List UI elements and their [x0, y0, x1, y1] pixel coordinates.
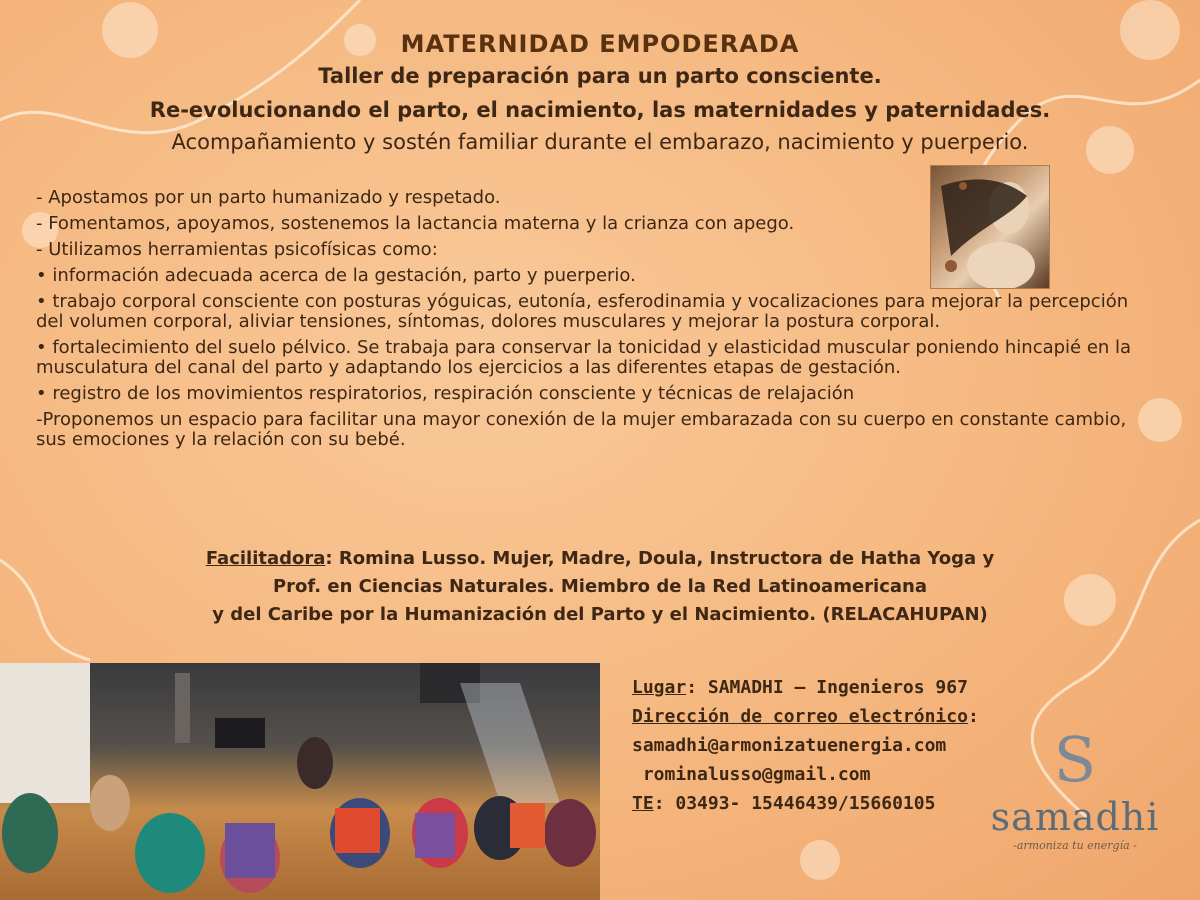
- samadhi-logo: [955, 725, 1195, 895]
- contact-info: [632, 673, 979, 818]
- phone-line: [632, 789, 979, 818]
- place-line: [632, 673, 979, 702]
- facilitator-block: [0, 545, 1200, 629]
- body-item: • información adecuada acerca de la gestación, parto y puerperio.: [36, 265, 636, 286]
- body-item: • registro de los movimientos respiratorios, respiración consciente y técnicas de relajación: [36, 383, 855, 404]
- body-item: - Apostamos por un parto humanizado y respetado.: [36, 187, 501, 208]
- facilitator-line-1-rest: : Romina Lusso. Mujer, Madre, Doula, Instructora de Hatha Yoga y: [325, 548, 995, 569]
- body-text: [36, 188, 1156, 456]
- facilitator-line-3: y del Caribe por la Humanización del Parto y el Nacimiento. (RELACAHUPAN): [212, 604, 988, 625]
- logo-name: samadhi: [990, 795, 1160, 839]
- logo-tagline: -armoniza tu energía -: [1013, 839, 1137, 852]
- email-2[interactable]: rominalusso@gmail.com: [632, 764, 871, 785]
- phone-label: TE: [632, 793, 654, 814]
- subtitle-workshop: Taller de preparación para un parto consciente.: [318, 64, 882, 88]
- facilitator-line-1: [0, 545, 1200, 573]
- place-label: Lugar: [632, 677, 687, 698]
- body-item: -Proponemos un espacio para facilitar una mayor conexión de la mujer embarazada con su cuerpo en constante cambio, sus emociones y la relación con su bebé.: [36, 409, 1127, 450]
- phone-value: : 03493- 15446439/15660105: [653, 793, 936, 814]
- workshop-photo: [0, 663, 600, 900]
- logo-s-icon: S: [1053, 723, 1097, 796]
- body-item: • trabajo corporal consciente con posturas yóguicas, eutonía, esferodinamia y vocalizaciones para mejorar la percepción del volumen corporal, aliviar tensiones, síntomas, dolores musculares y mejorar la postura corporal.: [36, 291, 1129, 332]
- email-label-line: [632, 702, 979, 731]
- email-1[interactable]: samadhi@armonizatuenergia.com: [632, 735, 947, 756]
- body-item: - Fomentamos, apoyamos, sostenemos la lactancia materna y la crianza con apego.: [36, 213, 795, 234]
- body-item: - Utilizamos herramientas psicofísicas como:: [36, 239, 438, 260]
- email-label: Dirección de correo electrónico: [632, 706, 968, 727]
- place-value: : SAMADHI – Ingenieros 967: [686, 677, 968, 698]
- facilitator-label: Facilitadora: [205, 548, 326, 569]
- main-title: MATERNIDAD EMPODERADA: [400, 30, 800, 58]
- email-colon: :: [967, 706, 979, 727]
- body-item: • fortalecimiento del suelo pélvico. Se trabaja para conservar la tonicidad y elasticidad muscular poniendo hincapié en la musculatura del canal del parto y adaptando los ejercicios a las diferentes etapas de gestación.: [36, 337, 1132, 378]
- subtitle-revolution: Re-evolucionando el parto, el nacimiento, las maternidades y paternidades.: [149, 98, 1051, 122]
- subtitle-accompaniment: Acompañamiento y sostén familiar durante el embarazo, nacimiento y puerperio.: [171, 130, 1029, 154]
- facilitator-line-2: Prof. en Ciencias Naturales. Miembro de la Red Latinoamericana: [272, 576, 927, 597]
